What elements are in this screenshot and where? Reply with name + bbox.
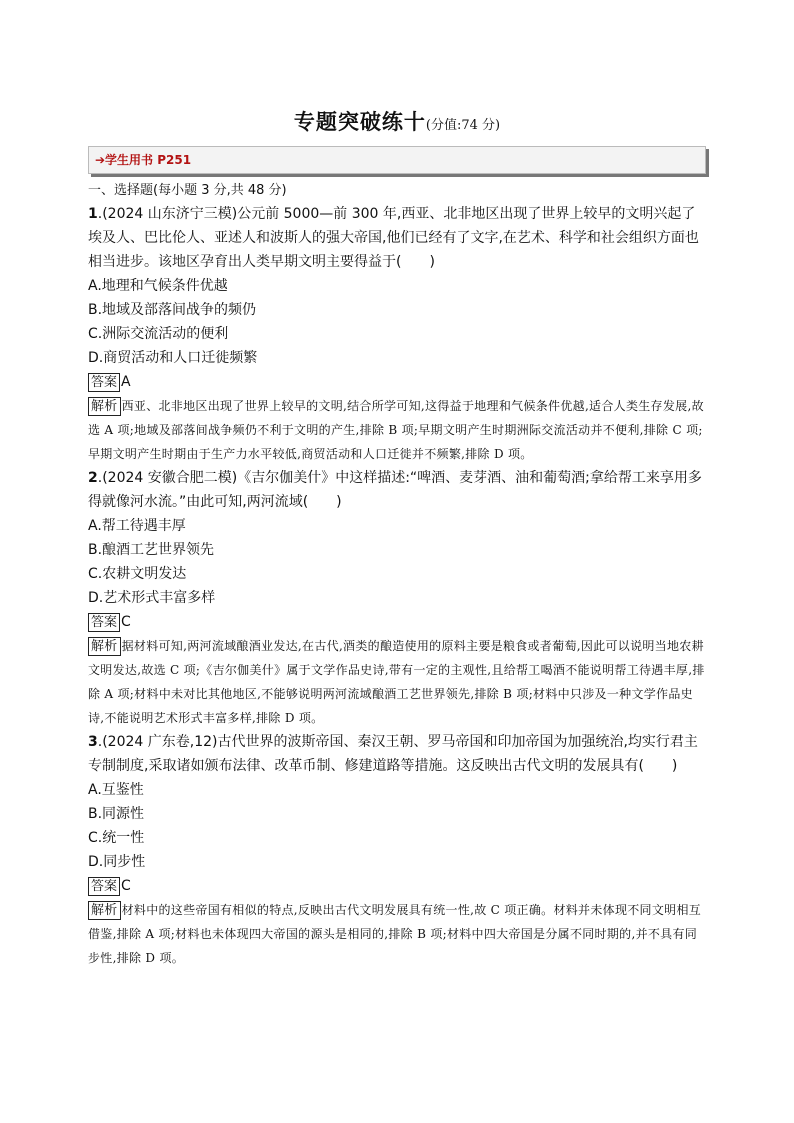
question-number: 2 [88, 470, 98, 486]
explanation-text: 据材料可知,两河流域酿酒业发达,在古代,酒类的酿造使用的原料主要是粮食或者葡萄,因此可以说明当地农耕文明发达,故选 C 项;《吉尔伽美什》属于文学作品史诗,带有一定的主观性,且给帮工喝酒不能说明帮工待遇丰厚,排除 A 项;材料中未对比其他地区,不能够说明两河流域酿酒工艺世界领先,排除 B 项;材料中只涉及一种文学作品史诗,不能说明艺术形式丰富多样,排除 D 项。 [88, 639, 705, 725]
question-stem [88, 202, 706, 274]
question-number: 1 [88, 206, 98, 222]
title-score: (分值:74 分) [425, 118, 501, 133]
answer-line [88, 610, 706, 634]
explanation [88, 898, 706, 970]
answer-line [88, 370, 706, 394]
question-stem [88, 730, 706, 778]
title-main: 专题突破练十 [293, 110, 426, 134]
question-number: 3 [88, 734, 98, 750]
question-stem [88, 466, 706, 514]
option-c: C.洲际交流活动的便利 [88, 326, 229, 342]
answer-value: A [121, 374, 131, 390]
question-2 [88, 466, 706, 730]
explain-tag: 解析 [88, 637, 121, 656]
option-d: D.同步性 [88, 854, 146, 870]
question-text: .(2024 山东济宁三模)公元前 5000—前 300 年,西亚、北非地区出现了世界上较早的文明兴起了埃及人、巴比伦人、亚述人和波斯人的强大帝国,他们已经有了文字,在艺术、科学和社会组织方面也相当进步。该地区孕育出人类早期文明主要得益于( ) [88, 206, 699, 270]
option-d: D.艺术形式丰富多样 [88, 590, 216, 606]
option-b: B.同源性 [88, 806, 145, 822]
question-1 [88, 202, 706, 466]
option-a: A.互鉴性 [88, 782, 144, 798]
answer-tag: 答案 [88, 877, 120, 896]
explanation [88, 634, 706, 730]
option-c: C.农耕文明发达 [88, 566, 187, 582]
book-reference-bar [88, 146, 706, 174]
page-title [88, 106, 706, 136]
option-d: D.商贸活动和人口迁徙频繁 [88, 350, 258, 366]
section-heading: 一、选择题(每小题 3 分,共 48 分) [88, 183, 287, 198]
question-text: .(2024 广东卷,12)古代世界的波斯帝国、秦汉王朝、罗马帝国和印加帝国为加强统治,均实行君主专制制度,采取诸如颁布法律、改革币制、修建道路等措施。这反映出古代文明的发展具有( ) [88, 734, 698, 774]
answer-value: C [121, 878, 131, 894]
explain-tag: 解析 [88, 397, 121, 416]
answer-value: C [121, 614, 131, 630]
question-3 [88, 730, 706, 970]
option-b: B.地域及部落间战争的频仍 [88, 302, 257, 318]
option-a: A.帮工待遇丰厚 [88, 518, 186, 534]
answer-line [88, 874, 706, 898]
option-a: A.地理和气候条件优越 [88, 278, 228, 294]
content [88, 180, 706, 970]
explain-tag: 解析 [88, 901, 121, 920]
option-c: C.统一性 [88, 830, 145, 846]
answer-tag: 答案 [88, 373, 120, 392]
explanation-text: 材料中的这些帝国有相似的特点,反映出古代文明发展具有统一性,故 C 项正确。材料并未体现不同文明相互借鉴,排除 A 项;材料也未体现四大帝国的源头是相同的,排除 B 项;材料中四大帝国是分属不同时期的,并不具有同步性,排除 D 项。 [88, 903, 702, 965]
book-reference[interactable]: ➔学生用书 P251 [95, 153, 192, 167]
answer-tag: 答案 [88, 613, 120, 632]
explanation-text: 西亚、北非地区出现了世界上较早的文明,结合所学可知,这得益于地理和气候条件优越,适合人类生存发展,故选 A 项;地域及部落间战争频仍不利于文明的产生,排除 B 项;早期文明产生时期洲际交流活动并不便利,排除 C 项;早期文明产生时期由于生产力水平较低,商贸活动和人口迁徙并不频繁,排除 D 项。 [88, 399, 704, 461]
option-b: B.酿酒工艺世界领先 [88, 542, 215, 558]
question-text: .(2024 安徽合肥二模)《吉尔伽美什》中这样描述:“啤酒、麦芽酒、油和葡萄酒;拿给帮工来享用多得就像河水流。”由此可知,两河流域( ) [88, 470, 702, 510]
explanation [88, 394, 706, 466]
